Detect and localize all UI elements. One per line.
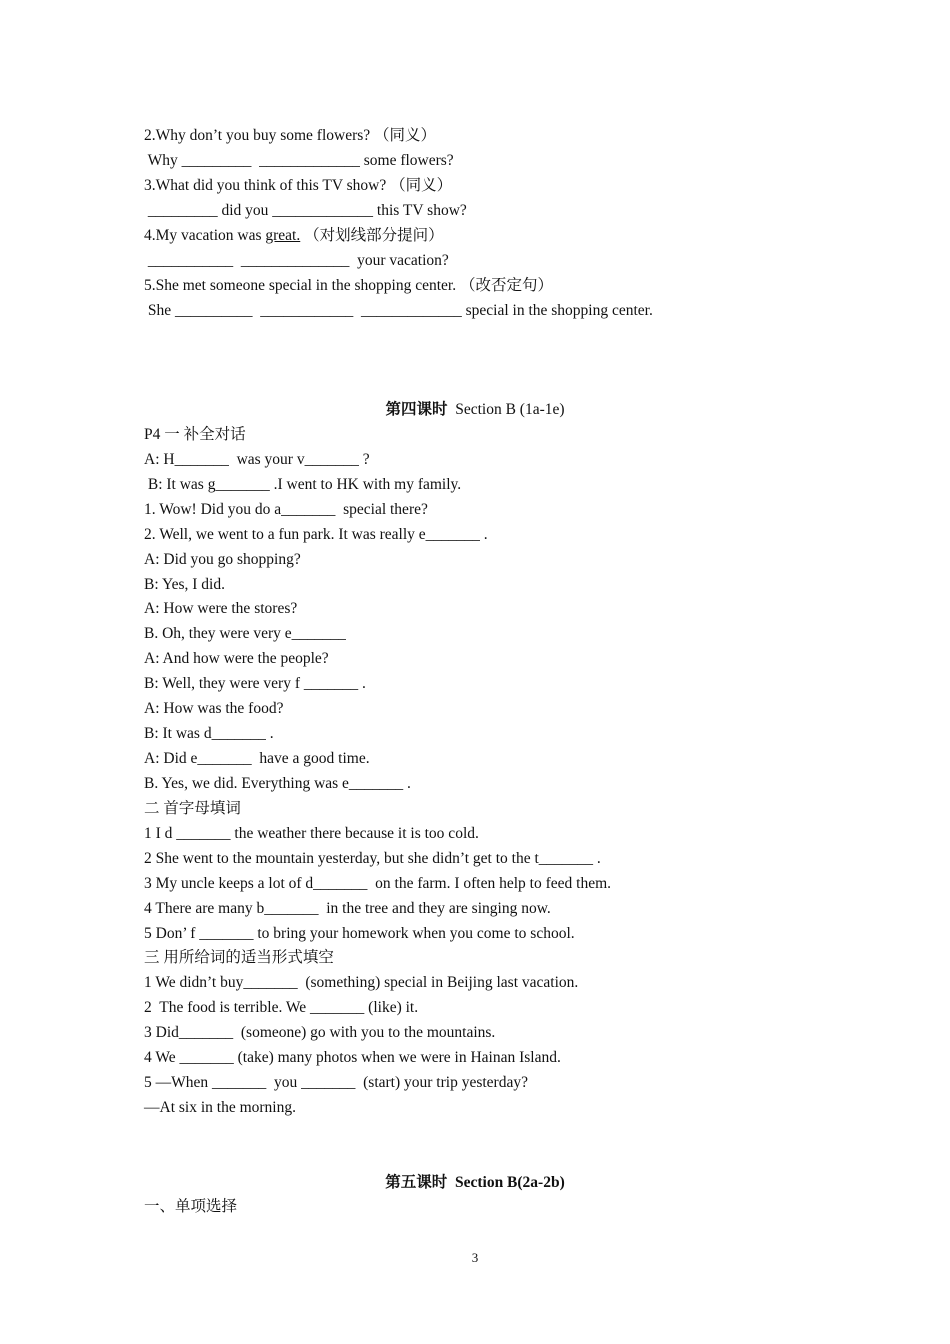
- dialogue-line: B. Oh, they were very e_______: [144, 625, 346, 642]
- lesson-5-title: 第五课时 Section B(2a-2b): [385, 1174, 565, 1191]
- question-4-text: 4.My vacation was: [144, 227, 266, 244]
- question-2: 2.Why don’t you buy some flowers? （同义）: [144, 127, 437, 144]
- dialogue-line: B: Well, they were very f _______ .: [144, 675, 366, 692]
- question-4-underlined-word: great.: [265, 227, 301, 244]
- dialogue-line: A: Did e_______ have a good time.: [144, 750, 370, 767]
- section-multiple-choice-heading: 一、单项选择: [144, 1198, 238, 1215]
- list-item: 2 The food is terrible. We _______ (like) it.: [144, 999, 419, 1016]
- question-2-answer-line: Why _________ _____________ some flowers?: [144, 152, 454, 169]
- page-number: 3: [471, 1250, 479, 1265]
- dialogue-line: B. Yes, we did. Everything was e_______ .: [144, 775, 411, 792]
- question-3: 3.What did you think of this TV show? （同义）: [144, 177, 453, 194]
- list-item: 2 She went to the mountain yesterday, but she didn’t get to the t_______ .: [144, 850, 601, 867]
- question-4-answer-line: ___________ ______________ your vacation?: [144, 252, 449, 269]
- list-item: 3 Did_______ (someone) go with you to the mountains.: [144, 1024, 496, 1041]
- section-word-form-heading: 三 用所给词的适当形式填空: [144, 949, 334, 966]
- lesson-4-title-cn: 第四课时: [385, 401, 448, 418]
- list-item: 1 We didn’t buy_______ (something) special in Beijing last vacation.: [144, 974, 579, 991]
- section-dialogue-heading: P4 一 补全对话: [144, 426, 246, 443]
- list-item: 1 I d _______ the weather there because it is too cold.: [144, 825, 479, 842]
- dialogue-line: A: And how were the people?: [144, 650, 329, 667]
- question-4: [144, 226, 444, 246]
- question-5-answer-line: She __________ ____________ _____________ special in the shopping center.: [144, 302, 653, 319]
- question-4-instruction: （对划线部分提问）: [300, 227, 444, 244]
- dialogue-line: B: It was d_______ .: [144, 725, 274, 742]
- dialogue-line: B: Yes, I did.: [144, 576, 225, 593]
- lesson-4-title: [0, 400, 950, 420]
- dialogue-line: 1. Wow! Did you do a_______ special there?: [144, 501, 428, 518]
- dialogue-line: 2. Well, we went to a fun park. It was really e_______ .: [144, 526, 488, 543]
- dialogue-line: A: How were the stores?: [144, 600, 298, 617]
- list-item: —At six in the morning.: [144, 1099, 296, 1116]
- dialogue-line: B: It was g_______ .I went to HK with my family.: [144, 476, 462, 493]
- list-item: 3 My uncle keeps a lot of d_______ on the farm. I often help to feed them.: [144, 875, 612, 892]
- question-3-answer-line: _________ did you _____________ this TV show?: [144, 202, 467, 219]
- dialogue-line: A: How was the food?: [144, 700, 284, 717]
- list-item: 5 —When _______ you _______ (start) your trip yesterday?: [144, 1074, 528, 1091]
- question-5: 5.She met someone special in the shopping center. （改否定句）: [144, 277, 553, 294]
- list-item: 5 Don’ f _______ to bring your homework when you come to school.: [144, 925, 575, 942]
- list-item: 4 We _______ (take) many photos when we were in Hainan Island.: [144, 1049, 561, 1066]
- list-item: 4 There are many b_______ in the tree and they are singing now.: [144, 900, 551, 917]
- lesson-4-title-en: Section B (1a-1e): [447, 401, 565, 418]
- dialogue-line: A: Did you go shopping?: [144, 551, 301, 568]
- section-initial-letter-heading: 二 首字母填词: [144, 800, 241, 817]
- dialogue-line: A: H_______ was your v_______ ?: [144, 451, 370, 468]
